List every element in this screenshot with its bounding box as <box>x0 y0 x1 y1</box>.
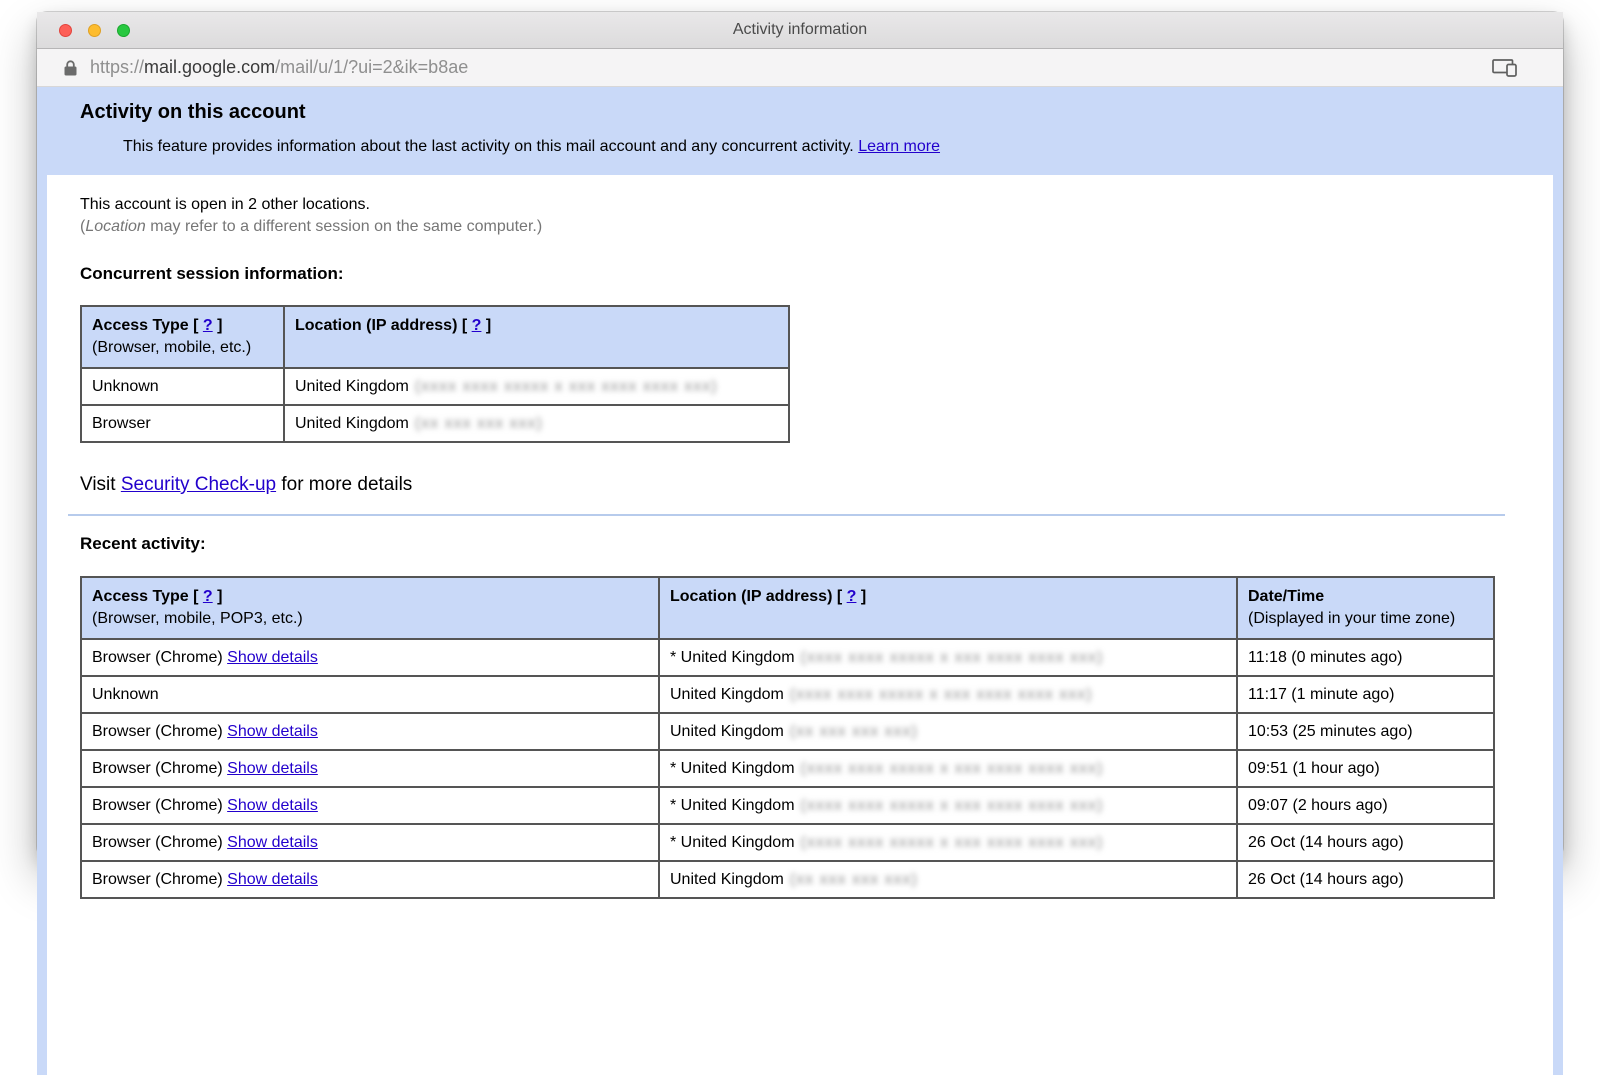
redacted-ip: (xxxx xxxx xxxxx x xxx xxxx xxxx xxx) <box>800 797 1104 814</box>
datetime-cell: 09:07 (2 hours ago) <box>1237 787 1494 824</box>
redacted-ip: (xxxx xxxx xxxxx x xxx xxxx xxxx xxx) <box>800 834 1104 851</box>
datetime-cell: 26 Oct (14 hours ago) <box>1237 824 1494 861</box>
column-title: Date/Time <box>1248 588 1325 605</box>
recent-activity-table <box>80 576 1495 899</box>
location-cell <box>284 405 789 442</box>
help-icon[interactable]: ? <box>846 588 857 605</box>
access-type-cell: Unknown <box>81 368 284 405</box>
window-title: Activity information <box>732 21 868 38</box>
redacted-ip: (xxxx xxxx xxxxx x xxx xxxx xxxx xxx) <box>789 686 1093 703</box>
access-type-cell <box>81 861 659 898</box>
bracket: [ <box>836 588 843 605</box>
traffic-lights <box>59 12 130 48</box>
location-text: United Kingdom <box>295 415 409 432</box>
address-url[interactable] <box>90 57 468 78</box>
show-details-link[interactable]: Show details <box>227 760 318 777</box>
column-title: Location (IP address) <box>670 588 833 605</box>
location-cell <box>659 787 1237 824</box>
page-description-text: This feature provides information about the last activity on this mail account and any concurrent activity. <box>123 138 854 155</box>
location-text: * United Kingdom <box>670 649 795 666</box>
close-window-button[interactable] <box>59 24 72 37</box>
location-text: United Kingdom <box>670 723 784 740</box>
page-title: Activity on this account <box>80 101 306 123</box>
access-type-text: Browser (Chrome) <box>92 797 223 814</box>
access-type-text: Browser (Chrome) <box>92 649 223 666</box>
zoom-window-button[interactable] <box>117 24 130 37</box>
redacted-ip: (xx xxx xxx xxx) <box>414 415 543 432</box>
location-cell <box>284 368 789 405</box>
location-cell <box>659 861 1237 898</box>
column-subtitle: (Displayed in your time zone) <box>1248 610 1456 627</box>
column-subtitle: (Browser, mobile, etc.) <box>92 339 252 356</box>
table-row <box>81 713 1494 750</box>
page-header <box>37 87 1563 175</box>
window-title-bar[interactable] <box>37 12 1563 49</box>
help-icon[interactable]: ? <box>471 317 482 334</box>
paren: ( <box>80 218 86 235</box>
access-type-text: Browser (Chrome) <box>92 871 223 888</box>
bracket: ] <box>217 317 223 334</box>
column-header-location <box>659 577 1237 639</box>
access-type-cell <box>81 787 659 824</box>
location-text: * United Kingdom <box>670 760 795 777</box>
datetime-cell: 26 Oct (14 hours ago) <box>1237 861 1494 898</box>
lock-icon[interactable] <box>64 60 77 76</box>
page-description <box>123 136 1533 157</box>
redacted-ip: (xxxx xxxx xxxxx x xxx xxxx xxxx xxx) <box>800 649 1104 666</box>
bracket: [ <box>193 588 199 605</box>
url-scheme: https:// <box>90 57 145 77</box>
table-row <box>81 639 1494 676</box>
table-row <box>81 405 789 442</box>
access-type-cell <box>81 639 659 676</box>
location-text: United Kingdom <box>670 686 784 703</box>
help-icon[interactable]: ? <box>202 317 213 334</box>
section-divider <box>68 514 1505 516</box>
url-host: mail.google.com <box>144 57 276 77</box>
location-note-rest: may refer to a different session on the same computer.) <box>145 218 543 235</box>
bracket: ] <box>860 588 867 605</box>
column-title: Access Type <box>92 588 189 605</box>
open-locations-text: This account is open in 2 other locations. <box>80 196 370 213</box>
column-subtitle: (Browser, mobile, POP3, etc.) <box>92 610 303 627</box>
bracket: ] <box>485 317 492 334</box>
access-type-cell <box>81 824 659 861</box>
access-type-text: Browser (Chrome) <box>92 760 223 777</box>
content-sheet <box>47 175 1553 1075</box>
table-row <box>81 861 1494 898</box>
datetime-cell: 10:53 (25 minutes ago) <box>1237 713 1494 750</box>
location-cell <box>659 713 1237 750</box>
access-type-cell: Browser <box>81 405 284 442</box>
table-row <box>81 787 1494 824</box>
redacted-ip: (xx xxx xxx xxx) <box>789 871 918 888</box>
gmail-activity-page <box>37 87 1563 1075</box>
url-path: /mail/u/1/?ui=2&ik=b8ae <box>275 57 469 77</box>
datetime-cell: 09:51 (1 hour ago) <box>1237 750 1494 787</box>
visit-prefix: Visit <box>80 474 121 495</box>
access-type-text: Unknown <box>92 686 159 703</box>
devices-icon[interactable] <box>1492 59 1519 77</box>
location-cell <box>659 676 1237 713</box>
learn-more-link[interactable]: Learn more <box>858 138 941 155</box>
column-header-access-type <box>81 577 659 639</box>
location-cell <box>659 639 1237 676</box>
location-text: United Kingdom <box>670 871 784 888</box>
column-header-access-type <box>81 306 284 368</box>
datetime-cell: 11:17 (1 minute ago) <box>1237 676 1494 713</box>
activity-information-window <box>37 12 1563 888</box>
redacted-ip: (xxxx xxxx xxxxx x xxx xxxx xxxx xxx) <box>800 760 1104 777</box>
table-row <box>81 676 1494 713</box>
table-row <box>81 824 1494 861</box>
table-header-row <box>81 577 1494 639</box>
access-type-cell <box>81 713 659 750</box>
minimize-window-button[interactable] <box>88 24 101 37</box>
location-text: * United Kingdom <box>670 834 795 851</box>
location-cell <box>659 824 1237 861</box>
security-checkup-link[interactable]: Security Check-up <box>120 474 277 495</box>
location-text: * United Kingdom <box>670 797 795 814</box>
show-details-link[interactable]: Show details <box>227 834 318 851</box>
redacted-ip: (xx xxx xxx xxx) <box>789 723 918 740</box>
bracket: ] <box>217 588 223 605</box>
redacted-ip: (xxxx xxxx xxxxx x xxx xxxx xxxx xxx) <box>414 378 718 395</box>
column-header-datetime <box>1237 577 1494 639</box>
concurrent-sessions-table <box>80 305 790 443</box>
access-type-text: Browser (Chrome) <box>92 723 223 740</box>
help-icon[interactable]: ? <box>202 588 213 605</box>
url-bar[interactable] <box>37 49 1563 87</box>
table-header-row <box>81 306 789 368</box>
show-details-link[interactable]: Show details <box>227 649 318 666</box>
show-details-link[interactable]: Show details <box>227 797 318 814</box>
column-header-location <box>284 306 789 368</box>
visit-suffix: for more details <box>276 474 413 495</box>
access-type-cell <box>81 750 659 787</box>
show-details-link[interactable]: Show details <box>227 871 318 888</box>
table-row <box>81 368 789 405</box>
location-text: United Kingdom <box>295 378 409 395</box>
datetime-cell: 11:18 (0 minutes ago) <box>1237 639 1494 676</box>
concurrent-session-heading: Concurrent session information: <box>80 264 344 283</box>
bracket: [ <box>193 317 199 334</box>
access-type-cell <box>81 676 659 713</box>
show-details-link[interactable]: Show details <box>227 723 318 740</box>
table-row <box>81 750 1494 787</box>
column-title: Location (IP address) <box>295 317 458 334</box>
bracket: [ <box>461 317 468 334</box>
location-cell <box>659 750 1237 787</box>
security-checkup-line <box>80 473 1513 497</box>
location-word: Location <box>85 218 146 235</box>
access-type-text: Browser (Chrome) <box>92 834 223 851</box>
location-note-text <box>80 216 1513 238</box>
recent-activity-heading: Recent activity: <box>80 534 206 553</box>
column-title: Access Type <box>92 317 189 334</box>
